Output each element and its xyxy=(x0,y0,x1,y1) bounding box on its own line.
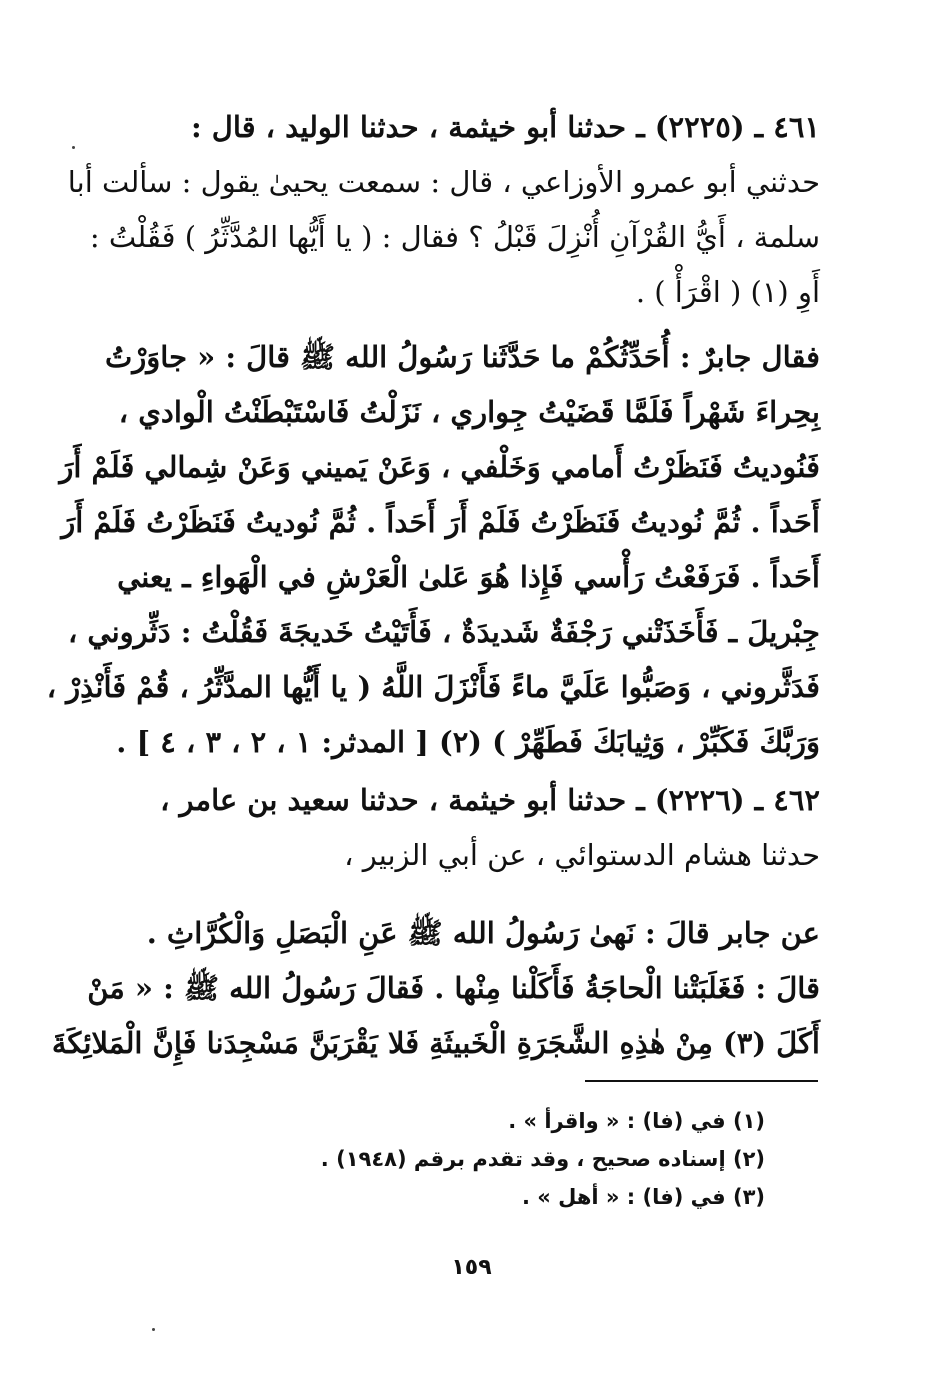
footnotes xyxy=(300,1102,765,1216)
hadith-461-line-4: أَوِ (١) ( اقْرَأْ ) . xyxy=(635,275,820,309)
matn-461-line-1: فقال جابرٌ : أُحَدِّثُكُمْ ما حَدَّثَنا رَسُولُ الله ﷺ قالَ : « جاوَرْتُ xyxy=(104,340,820,374)
hadith-462-line-2: حدثنا هشام الدستوائي ، عن أبي الزبير ، xyxy=(344,838,820,872)
hadith-461-matn xyxy=(46,330,820,770)
footnote-2: (٢) إسناده صحيح ، وقد تقدم برقم (١٩٤٨) . xyxy=(320,1147,765,1171)
footnote-3: (٣) في (فا) : « أهل » . xyxy=(521,1185,765,1209)
footnote-1: (١) في (فا) : « واقرأ » . xyxy=(508,1109,765,1133)
footnote-separator xyxy=(585,1080,818,1082)
hadith-461-line-3: سلمة ، أَيُّ القُرْآنِ أُنْزِلَ قَبْلُ ؟ فقال : ( يا أَيُّها المُدَّثِّرُ ) فَقُلْتُ : xyxy=(89,220,820,254)
matn-462-line-3: أَكَلَ (٣) مِنْ هٰذِهِ الشَّجَرَةِ الْخَبيثَةِ فَلا يَقْرَبَنَّ مَسْجِدَنا فَإِنَّ الْمَلائِكَةَ xyxy=(51,1026,820,1060)
matn-462-line-2: قالَ : فَغَلَبَتْنا الْحاجَةُ فَأَكَلْنا مِنْها . فَقالَ رَسُولُ الله ﷺ : « مَنْ xyxy=(87,971,820,1005)
matn-461-line-4: أَحَداً . ثُمَّ نُوديتُ فَنَظَرْتُ فَلَمْ أَرَ أَحَداً . ثُمَّ نُوديتُ فَنَظَرْتُ فَلَمْ أَرَ xyxy=(61,505,820,539)
hadith-461-line-1: ٤٦١ ـ (٢٢٢٥) ـ حدثنا أبو خيثمة ، حدثنا الوليد ، قال : xyxy=(191,110,820,144)
hadith-462-isnad xyxy=(130,773,820,883)
scan-speck xyxy=(72,146,75,149)
hadith-462-matn xyxy=(51,906,820,1071)
matn-461-line-2: بِحِراءَ شَهْراً فَلَمَّا قَضَيْتُ جِواري ، نَزَلْتُ فَاسْتَبْطَنْتُ الْوادي ، xyxy=(118,395,820,429)
hadith-462-line-1: ٤٦٢ ـ (٢٢٢٦) ـ حدثنا أبو خيثمة ، حدثنا سعيد بن عامر ، xyxy=(160,783,820,817)
matn-461-line-3: فَنُوديتُ فَنَظَرْتُ أَمامي وَخَلْفي ، وَعَنْ يَميني وَعَنْ شِمالي فَلَمْ أَرَ xyxy=(59,450,820,484)
matn-461-line-5: أَحَداً . فَرَفَعْتُ رَأْسي فَإِذا هُوَ عَلىٰ الْعَرْشِ في الْهَواءِ ـ يعني xyxy=(117,560,820,594)
matn-461-line-8: وَرَبَّكَ فَكَبِّرْ ، وَثِيابَكَ فَطَهِّرْ ) (٢) [ المدثر: ١ ، ٢ ، ٣ ، ٤ ] . xyxy=(116,725,820,759)
hadith-461-isnad xyxy=(67,100,820,320)
matn-462-line-1: عن جابر قالَ : نَهىٰ رَسُولُ الله ﷺ عَنِ الْبَصَلِ وَالْكُرَّاثِ . xyxy=(146,916,820,950)
matn-461-line-7: فَدَثَّروني ، وَصَبُّوا عَلَيَّ ماءً فَأَنْزَلَ اللَّهُ ( يا أَيُّها المدَّثِّرُ ، قُمْ فَأَنْذِرْ ، xyxy=(46,670,820,704)
scan-speck xyxy=(152,1328,155,1331)
page-number: ١٥٩ xyxy=(451,1255,492,1280)
matn-461-line-6: جِبْريلَ ـ فَأَخَذَتْني رَجْفَةٌ شَديدَةٌ ، فَأَتَيْتُ خَديجَةَ فَقُلْتُ : دَثِّروني ، xyxy=(67,615,820,649)
hadith-461-line-2: حدثني أبو عمرو الأوزاعي ، قال : سمعت يحيىٰ يقول : سألت أبا xyxy=(67,165,820,199)
